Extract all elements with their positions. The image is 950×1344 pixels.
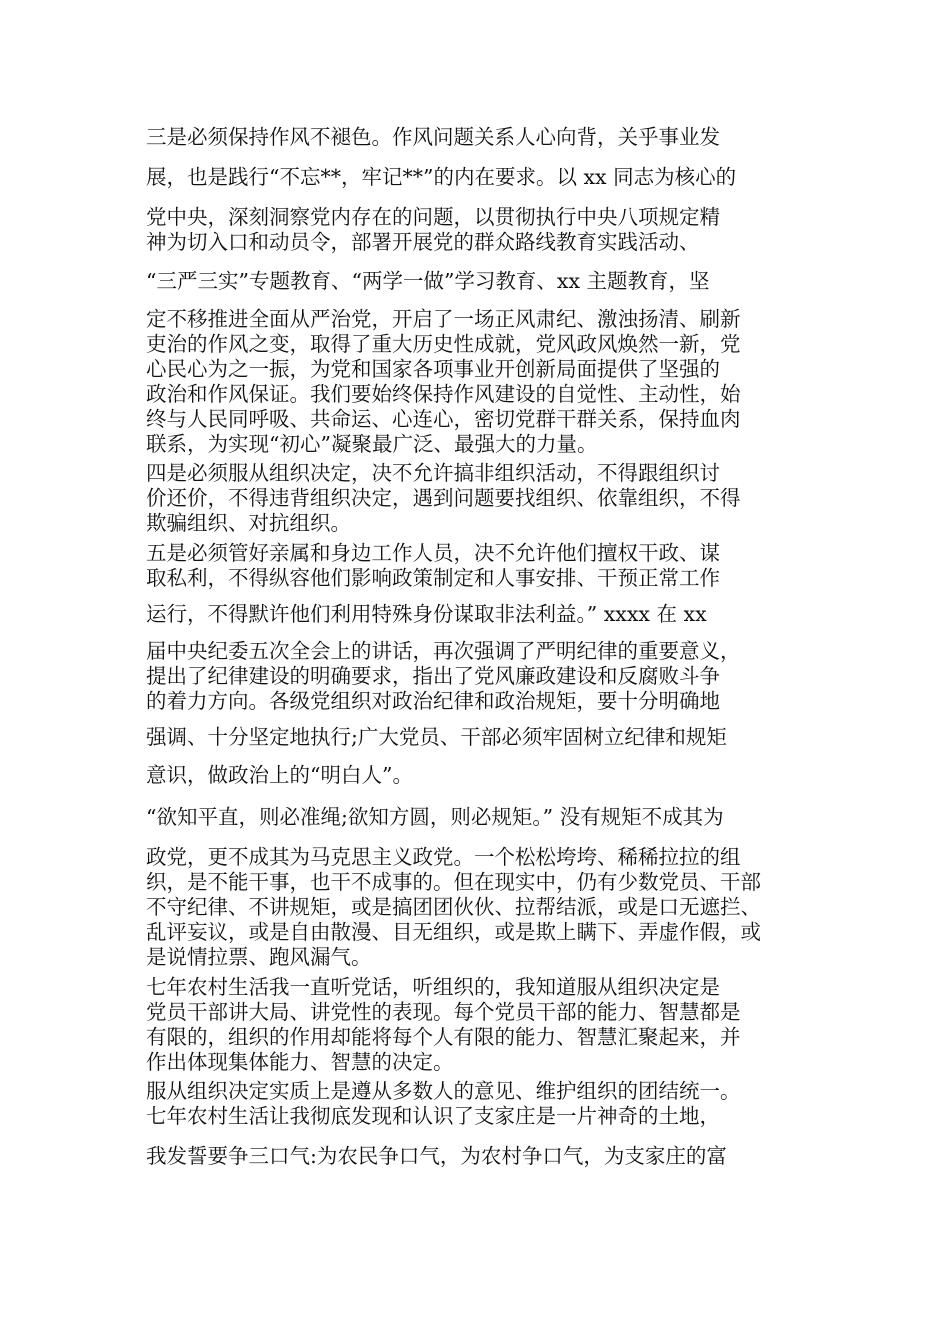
- text-line: 吏治的作风之变，取得了重大历史性成就，党风政风焕然一新，党: [146, 332, 741, 356]
- text-line: 提出了纪律建设的明确要求，指出了党风廉政建设和反腐败斗争: [146, 664, 720, 688]
- text-line: 联系，为实现“初心”凝聚最广泛、最强大的力量。: [146, 432, 598, 456]
- text-line: 我发誓要争三口气:为农民争口气，为农村争口气，为支家庄的富: [146, 1144, 727, 1168]
- text-line: 政治和作风保证。我们要始终保持作风建设的自觉性、主动性，始: [146, 382, 741, 406]
- text-line: 五是必须管好亲属和身边工作人员，决不允许他们擅权干政、谋: [146, 541, 720, 565]
- text-line: 七年农村生活让我彻底发现和认识了支家庄是一片神奇的土地，: [146, 1104, 720, 1128]
- text-line: 定不移推进全面从严治党，开启了一场正风肃纪、激浊扬清、刷新: [146, 307, 741, 331]
- text-line: 服从组织决定实质上是遵从多数人的意见、维护组织的团结统一。: [146, 1079, 741, 1103]
- text-line: 意识，做政治上的“明白人”。: [146, 763, 413, 787]
- text-line: 政党，更不成其为马克思主义政党。一个松松垮垮、稀稀拉拉的组: [146, 845, 741, 869]
- text-line: 党员干部讲大局、讲党性的表现。每个党员干部的能力、智慧都是: [146, 1000, 741, 1024]
- text-line: 神为切入口和动员令，部署开展党的群众路线教育实践活动、: [146, 230, 700, 254]
- text-line: 展，也是践行“不忘**，牢记**”的内在要求。以 xx 同志为核心的: [146, 165, 737, 189]
- text-line: 取私利，不得纵容他们影响政策制定和人事安排、干预正常工作: [146, 566, 720, 590]
- text-line: 价还价，不得违背组织决定，遇到问题要找组织、依靠组织，不得: [146, 486, 741, 510]
- text-line: 四是必须服从组织决定，决不允许搞非组织活动，不得跟组织讨: [146, 461, 720, 485]
- text-line: 三是必须保持作风不褪色。作风问题关系人心向背，关乎事业发: [146, 125, 720, 149]
- text-line: 欺骗组织、对抗组织。: [146, 511, 351, 535]
- text-line: 七年农村生活我一直听党话，听组织的，我知道服从组织决定是: [146, 975, 720, 999]
- text-line: 织，是不能干事，也干不成事的。但在现实中，仍有少数党员、干部: [146, 870, 761, 894]
- text-line: 强调、十分坚定地执行;广大党员、干部必须牢固树立纪律和规矩: [146, 725, 727, 749]
- text-line: 乱评妄议，或是自由散漫、目无组织，或是欺上瞒下、弄虚作假，或: [146, 920, 761, 944]
- text-line: 运行，不得默许他们利用特殊身份谋取非法利益。” xxxx 在 xx: [146, 602, 707, 626]
- text-line: 有限的，组织的作用却能将每个人有限的能力、智慧汇聚起来，并: [146, 1025, 741, 1049]
- text-line: 是说情拉票、跑风漏气。: [146, 945, 372, 969]
- text-line: 心民心为之一振，为党和国家各项事业开创新局面提供了坚强的: [146, 357, 720, 381]
- text-line: “三严三实”专题教育、“两学一做”学习教育、xx 主题教育，坚: [146, 269, 710, 293]
- text-line: “欲知平直，则必准绳;欲知方圆，则必规矩。” 没有规矩不成其为: [146, 805, 724, 829]
- text-line: 党中央，深刻洞察党内存在的问题，以贯彻执行中央八项规定精: [146, 205, 720, 229]
- text-line: 不守纪律、不讲规矩，或是搞团团伙伙、拉帮结派，或是口无遮拦、: [146, 895, 761, 919]
- text-line: 的着力方向。各级党组织对政治纪律和政治规矩，要十分明确地: [146, 689, 720, 713]
- text-line: 终与人民同呼吸、共命运、心连心，密切党群干群关系，保持血肉: [146, 407, 741, 431]
- text-line: 作出体现集体能力、智慧的决定。: [146, 1050, 454, 1074]
- text-line: 届中央纪委五次全会上的讲话，再次强调了严明纪律的重要意义，: [146, 639, 741, 663]
